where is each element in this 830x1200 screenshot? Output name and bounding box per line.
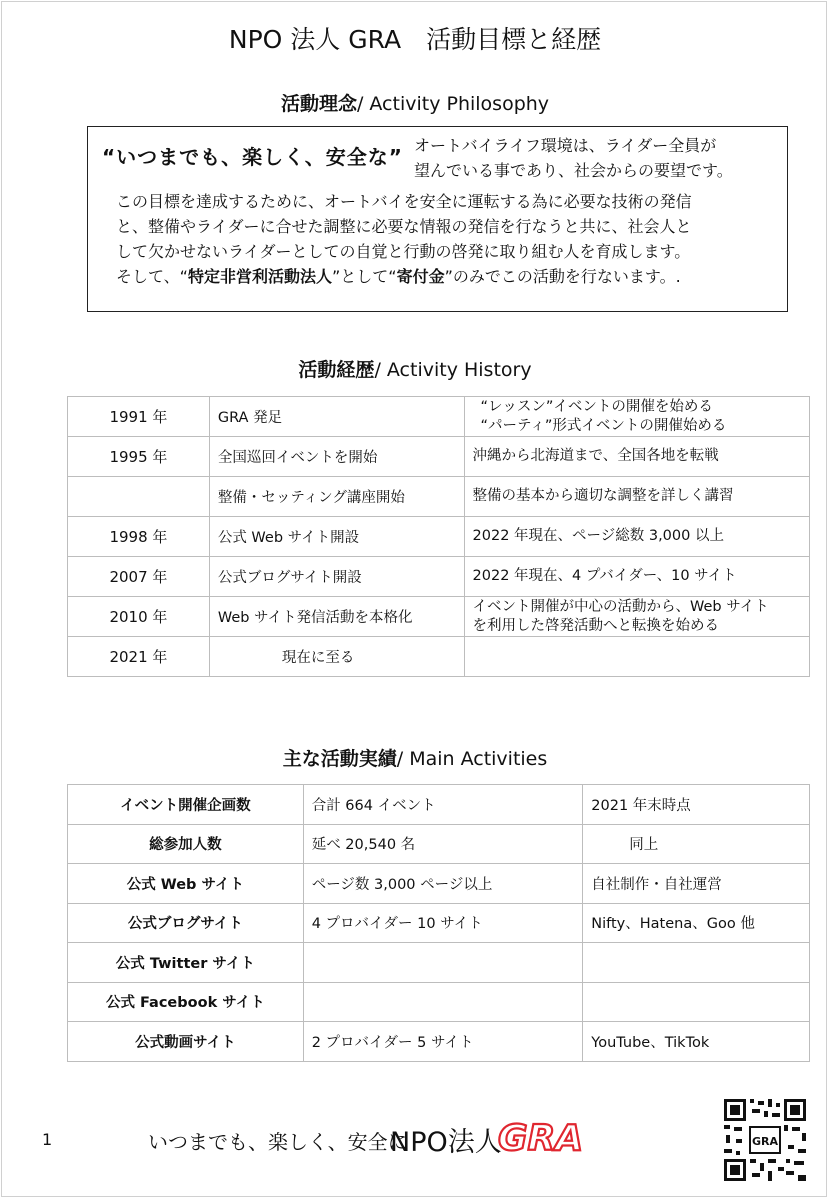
footer-slogan: いつまでも、楽しく、安全に bbox=[148, 1130, 408, 1154]
activity-label: 公式動画サイト bbox=[68, 1022, 304, 1062]
activity-note: 自社制作・自社運営 bbox=[583, 864, 810, 904]
history-year: 1995 年 bbox=[68, 437, 210, 477]
history-row bbox=[68, 597, 810, 637]
activity-row bbox=[68, 824, 810, 864]
page-title: NPO 法人 GRA 活動目標と経歴 bbox=[228, 25, 602, 54]
activity-note: 2021 年末時点 bbox=[583, 785, 810, 825]
history-row bbox=[68, 397, 810, 437]
activity-value: 合計 664 イベント bbox=[303, 785, 583, 825]
history-event: 公式ブログサイト開設 bbox=[209, 557, 464, 597]
history-detail-line: 沖縄から北海道まで、全国各地を転戦 bbox=[472, 448, 719, 464]
activities-heading-jp: 主な活動実績 bbox=[282, 748, 397, 770]
history-event: GRA 発足 bbox=[209, 397, 464, 437]
history-row bbox=[68, 637, 810, 677]
history-detail-line: イベント開催が中心の活動から、Web サイト bbox=[472, 598, 769, 615]
history-event: 公式 Web サイト開設 bbox=[209, 517, 464, 557]
history-heading bbox=[0, 355, 830, 382]
footer-org: NPO法人 bbox=[390, 1127, 502, 1158]
activity-row bbox=[68, 943, 810, 983]
history-year bbox=[68, 477, 210, 517]
history-detail bbox=[464, 437, 809, 477]
body-line: この目標を達成するために、オートバイを安全に運転する為に必要な技術の発信 bbox=[116, 192, 692, 211]
history-event: 現在に至る bbox=[209, 637, 464, 677]
history-detail bbox=[464, 477, 809, 517]
activity-note bbox=[583, 943, 810, 983]
history-detail bbox=[464, 637, 809, 677]
activity-value: 2 プロバイダー 5 サイト bbox=[303, 1022, 583, 1062]
history-year: 1991 年 bbox=[68, 397, 210, 437]
npo-term: 特定非営利活動法人 bbox=[187, 267, 332, 286]
activity-note: 同上 bbox=[583, 824, 810, 864]
body-text-fragment: ”として“ bbox=[332, 267, 397, 286]
body-line: して欠かせないライダーとしての自覚と行動の啓発に取り組む人を育成します。 bbox=[116, 242, 691, 261]
activity-value: 4 プロバイダー 10 サイト bbox=[303, 903, 583, 943]
activity-label: 公式 Twitter サイト bbox=[68, 943, 304, 983]
page-number: 1 bbox=[42, 1130, 53, 1149]
activity-label: 総参加人数 bbox=[68, 824, 304, 864]
activity-value: 延べ 20,540 名 bbox=[303, 824, 583, 864]
history-detail-line: を利用した啓発活動へと転換を始める bbox=[472, 617, 720, 634]
history-year: 2010 年 bbox=[68, 597, 210, 637]
history-row bbox=[68, 557, 810, 597]
body-text-fragment: ”のみでこの活動を行ないます。. bbox=[444, 267, 681, 286]
history-row bbox=[68, 517, 810, 557]
philosophy-box bbox=[87, 126, 788, 312]
history-heading-jp: 活動経歴 bbox=[298, 359, 375, 381]
activity-row bbox=[68, 903, 810, 943]
intro-line: オートバイライフ環境は、ライダー全員が bbox=[414, 136, 717, 155]
activities-table bbox=[67, 784, 810, 1062]
history-detail bbox=[464, 517, 809, 557]
body-text-fragment: そして、“ bbox=[116, 267, 188, 286]
activity-label: 公式 Facebook サイト bbox=[68, 982, 304, 1022]
history-year: 1998 年 bbox=[68, 517, 210, 557]
history-row bbox=[68, 437, 810, 477]
activity-value bbox=[303, 982, 583, 1022]
body-line bbox=[116, 264, 692, 289]
history-detail bbox=[464, 597, 809, 637]
donation-term: 寄付金 bbox=[396, 267, 445, 286]
history-year: 2021 年 bbox=[68, 637, 210, 677]
activity-label: イベント開催企画数 bbox=[68, 785, 304, 825]
body-line: と、整備やライダーに合せた調整に必要な情報の発信を行なうと共に、社会人と bbox=[116, 217, 692, 236]
activity-row bbox=[68, 982, 810, 1022]
activity-value bbox=[303, 943, 583, 983]
history-year: 2007 年 bbox=[68, 557, 210, 597]
history-event: 全国巡回イベントを開始 bbox=[209, 437, 464, 477]
activity-row bbox=[68, 864, 810, 904]
intro-line: 望んでいる事であり、社会からの要望です。 bbox=[414, 161, 733, 180]
gra-logo-text: GRA bbox=[498, 1118, 584, 1158]
philosophy-body bbox=[116, 189, 692, 289]
history-detail-line: “パーティ”形式イベントの開催始める bbox=[480, 417, 727, 434]
activity-label: 公式 Web サイト bbox=[68, 864, 304, 904]
activities-heading-en: / Main Activities bbox=[396, 748, 548, 770]
history-event: 整備・セッティング講座開始 bbox=[209, 477, 464, 517]
activity-label: 公式ブログサイト bbox=[68, 903, 304, 943]
activity-note: Nifty、Hatena、Goo 他 bbox=[583, 903, 810, 943]
gra-logo bbox=[496, 1114, 596, 1158]
philosophy-slogan: “いつまでも、楽しく、安全な” bbox=[102, 145, 403, 169]
history-detail-line: 整備の基本から適切な調整を詳しく講習 bbox=[472, 488, 734, 504]
history-detail bbox=[464, 557, 809, 597]
activities-heading bbox=[0, 744, 830, 771]
activity-value: ページ数 3,000 ページ以上 bbox=[303, 864, 583, 904]
history-table bbox=[67, 396, 810, 677]
activity-row bbox=[68, 1022, 810, 1062]
history-row bbox=[68, 477, 810, 517]
history-detail bbox=[464, 397, 809, 437]
philosophy-heading-jp: 活動理念 bbox=[280, 93, 357, 115]
qr-center-label: GRA bbox=[751, 1135, 779, 1148]
history-detail-line: “レッスン”イベントの開催を始める bbox=[480, 398, 713, 415]
activity-note bbox=[583, 982, 810, 1022]
philosophy-heading bbox=[0, 89, 830, 116]
qr-code-icon bbox=[722, 1097, 808, 1183]
philosophy-heading-en: / Activity Philosophy bbox=[356, 93, 550, 115]
activity-note: YouTube、TikTok bbox=[583, 1022, 810, 1062]
philosophy-intro bbox=[414, 133, 733, 183]
history-heading-en: / Activity History bbox=[374, 359, 532, 381]
history-detail-line: 2022 年現在、ページ総数 3,000 以上 bbox=[472, 528, 724, 544]
history-detail-line: 2022 年現在、4 プバイダー、10 サイト bbox=[472, 568, 737, 584]
history-event: Web サイト発信活動を本格化 bbox=[209, 597, 464, 637]
activity-row bbox=[68, 785, 810, 825]
